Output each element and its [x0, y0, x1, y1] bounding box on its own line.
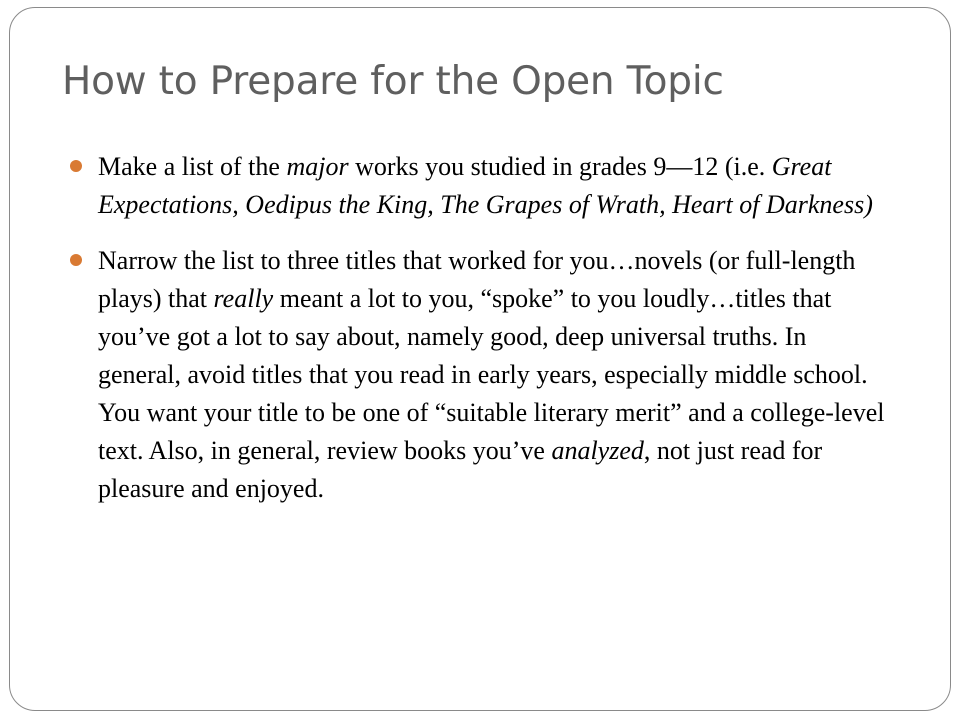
bullet-1-segment-2: major: [286, 152, 349, 181]
bullet-1-segment-1: Make a list of the: [98, 152, 287, 181]
slide-title: How to Prepare for the Open Topic: [62, 59, 724, 104]
bullet-2-segment-3: meant a lot to you, “spoke” to you loudly…titles that you’ve got a lot to say about, namely good, deep universal truths. In general, avoid titles that you read in early years, especially middle school. You want your title to be one of “suitable literary merit” and a college-level text. Also, in general, review books you’ve: [98, 284, 885, 465]
bullet-2-segment-1: Narrow the list to three titles that worked for you…novels (or full-length plays) that: [98, 246, 856, 313]
bullet-2-segment-4: analyzed: [551, 436, 644, 465]
bullet-1-segment-4: Great Expectations, Oedipus the King, The Grapes of Wrath, Heart of Darkness): [98, 152, 873, 219]
slide: [9, 7, 951, 711]
bullet-list: [70, 148, 890, 526]
bullet-1-segment-3: works you studied in grades 9—12 (i.e.: [348, 152, 772, 181]
bullet-dot-icon: [70, 160, 82, 172]
bullet-item-2: [70, 242, 890, 508]
bullet-dot-icon: [70, 254, 82, 266]
bullet-text-2: [98, 246, 885, 503]
bullet-2-segment-2: really: [213, 284, 274, 313]
bullet-item-1: [70, 148, 890, 224]
bullet-text-1: [98, 152, 873, 219]
bullet-2-segment-5: , not just read for pleasure and enjoyed.: [98, 436, 823, 503]
